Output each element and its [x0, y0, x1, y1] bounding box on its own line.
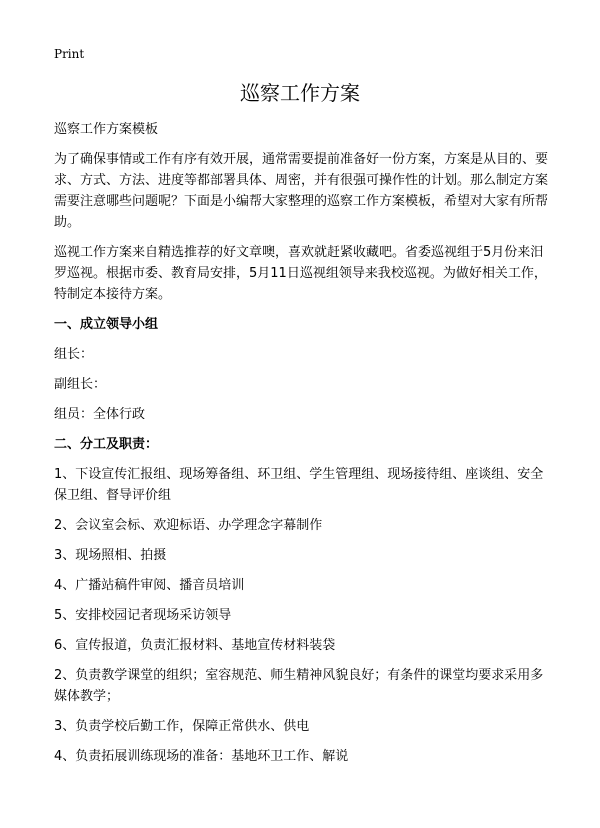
deputy-leader-line: 副组长： — [54, 377, 107, 392]
list-item: 2、会议室会标、欢迎标语、办学理念字幕制作 — [54, 518, 323, 533]
members-line: 组员：全体行政 — [54, 407, 146, 422]
section-heading-leadership: 一、成立领导小组 — [54, 317, 159, 332]
intro-paragraph: 为了确保事情或工作有序有效开展，通常需要提前准备好一份方案，方案是从目的、要求、方式、方法、进度等都部署具体、周密，并有很强可操作性的计划。那么制定方案需要注意哪些问题呢？下面是小编帮大家整理的巡察工作方案模板，希望对大家有所帮助。 — [54, 152, 549, 230]
list-item: 2、负责教学课堂的组织；室容规范、师生精神风貌良好；有条件的课堂均要求采用多媒体教学； — [54, 668, 544, 704]
list-item: 3、负责学校后勤工作，保障正常供水、供电 — [54, 719, 310, 734]
list-item: 4、负责拓展训练现场的准备：基地环卫工作、解说 — [54, 749, 349, 764]
document-body — [54, 119, 554, 776]
document-subtitle: 巡察工作方案模板 — [54, 122, 159, 137]
section-heading-duties: 二、分工及职责： — [54, 437, 159, 452]
list-item: 5、安排校园记者现场采访领导 — [54, 608, 232, 623]
page-title: 巡察工作方案 — [240, 81, 360, 105]
list-item: 1、下设宣传汇报组、现场筹备组、环卫组、学生管理组、现场接待组、座谈组、安全保卫组、督导评价组 — [54, 467, 544, 503]
body-paragraph: 巡视工作方案来自精选推荐的好文章噢，喜欢就赶紧收藏吧。省委巡视组于5月份来汨罗巡视。根据市委、教育局安排，5月11日巡视组领导来我校巡视。为做好相关工作，特制定本接待方案。 — [54, 245, 547, 302]
list-item: 3、现场照相、拍摄 — [54, 548, 167, 563]
list-item: 4、广播站稿件审阅、播音员培训 — [54, 578, 245, 593]
leader-line: 组长： — [54, 347, 94, 362]
list-item: 6、宣传报道，负责汇报材料、基地宣传材料装袋 — [54, 638, 336, 653]
print-label[interactable]: Print — [54, 47, 85, 61]
